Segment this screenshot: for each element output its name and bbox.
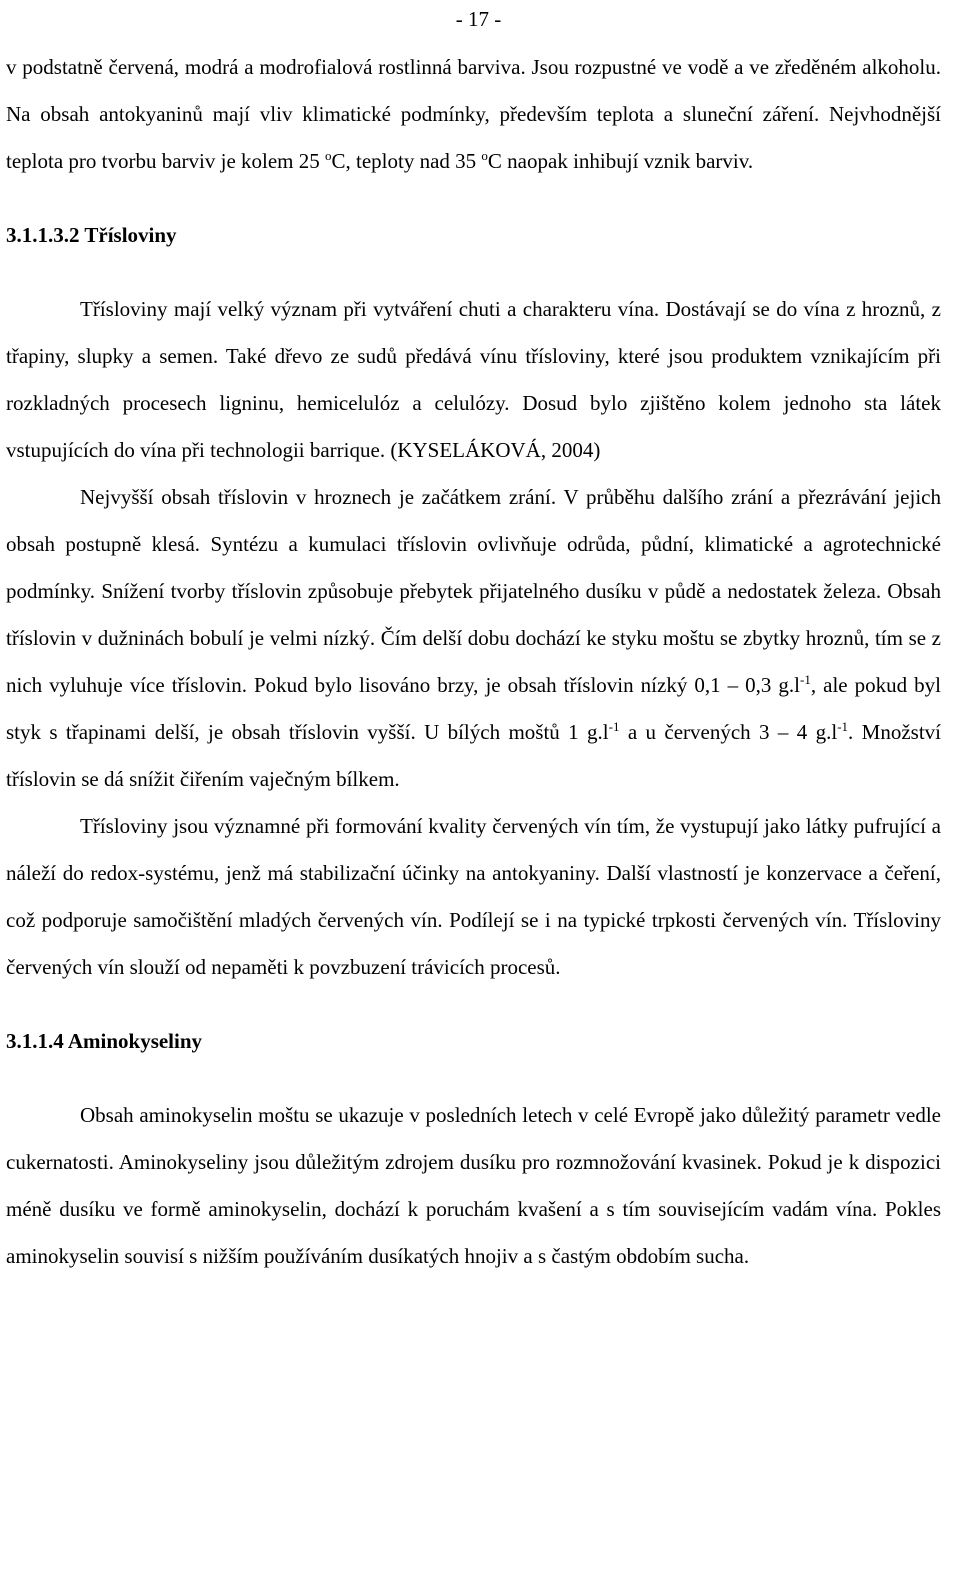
section-heading-aminokyseliny: 3.1.1.4 Aminokyseliny bbox=[6, 1029, 203, 1053]
degree-superscript: o bbox=[481, 148, 488, 163]
intro-text-2: C, teploty nad 35 bbox=[331, 149, 482, 173]
degree-superscript: o bbox=[325, 148, 332, 163]
trisloviny-p2-text-2: , ale pokud byl styk s třapinami delší, je obsah tříslovin vyšší. U bílých moštů 1 g.l bbox=[6, 673, 941, 744]
unit-superscript: -1 bbox=[608, 719, 620, 734]
trisloviny-p2-text-3: a u červených 3 – 4 g.l bbox=[619, 720, 838, 744]
trisloviny-p2-text-4: . Množství tříslovin se dá snížit čiřením vaječným bílkem. bbox=[6, 720, 941, 791]
section-heading-trisloviny: 3.1.1.3.2 Třísloviny bbox=[6, 223, 177, 247]
trisloviny-paragraph-2 bbox=[6, 474, 941, 803]
aminokyseliny-paragraph-1: Obsah aminokyselin moštu se ukazuje v posledních letech v celé Evropě jako důležitý parametr vedle cukernatosti. Aminokyseliny jsou důležitým zdrojem dusíku pro rozmnožování kvasinek. Pokud je k dispozici méně dusíku ve formě aminokyselin, dochází k poruchám kvašení a s tím souvisejícím vadám vína. Pokles aminokyselin souvisí s nižším používáním dusíkatých hnojiv a s častým obdobím sucha. bbox=[6, 1103, 941, 1268]
spacer bbox=[6, 259, 941, 286]
trisloviny-paragraph-1: Třísloviny mají velký význam při vytváření chuti a charakteru vína. Dostávají se do vína z hroznů, z třapiny, slupky a semen. Také dřevo ze sudů předává vínu třísloviny, které jsou produktem vznikajícím při rozkladných procesech ligninu, hemicelulóz a celulózy. Dosud bylo zjištěno kolem jednoho sta látek vstupujících do vína při technologii barrique. (KYSELÁKOVÁ, 2004) bbox=[6, 297, 941, 462]
intro-text-3: C naopak inhibují vznik barviv. bbox=[487, 149, 754, 173]
trisloviny-paragraph-3: Třísloviny jsou významné při formování kvality červených vín tím, že vystupují jako látky pufrující a náleží do redox-systému, jenž má stabilizační účinky na antokyaniny. Další vlastností je konzervace a čeření, což podporuje samočištění mladých červených vín. Podílejí se i na typické trpkosti červených vín. Třísloviny červených vín slouží od nepaměti k povzbuzení trávicích procesů. bbox=[6, 814, 941, 979]
spacer bbox=[6, 991, 941, 1018]
intro-text-1: v podstatně červená, modrá a modrofialová rostlinná barviva. Jsou rozpustné ve vodě a ve zředěném alkoholu. Na obsah antokyaninů mají vliv klimatické podmínky, především teplota a sluneční záření. Nejvhodnější teplota pro tvorbu barviv je kolem 25 bbox=[6, 55, 941, 173]
unit-superscript: -1 bbox=[837, 719, 849, 734]
intro-paragraph bbox=[6, 44, 941, 185]
page-number: - 17 - bbox=[455, 7, 502, 31]
unit-superscript: -1 bbox=[800, 672, 811, 687]
trisloviny-p2-text-1: Nejvyšší obsah tříslovin v hroznech je začátkem zrání. V průběhu dalšího zrání a přezrávání jejich obsah postupně klesá. Syntézu a kumulaci tříslovin ovlivňuje odrůda, půdní, klimatické a agrotechnické podmínky. Snížení tvorby tříslovin způsobuje přebytek přijatelného dusíku v půdě a nedostatek železa. Obsah tříslovin v dužninách bobulí je velmi nízký. Čím delší dobu dochází ke styku moštu se zbytky hroznů, tím se z nich vyluhuje více tříslovin. Pokud bylo lisováno brzy, je obsah tříslovin nízký 0,1 – 0,3 g.l bbox=[6, 485, 941, 697]
spacer bbox=[6, 185, 941, 212]
spacer bbox=[6, 1065, 941, 1092]
